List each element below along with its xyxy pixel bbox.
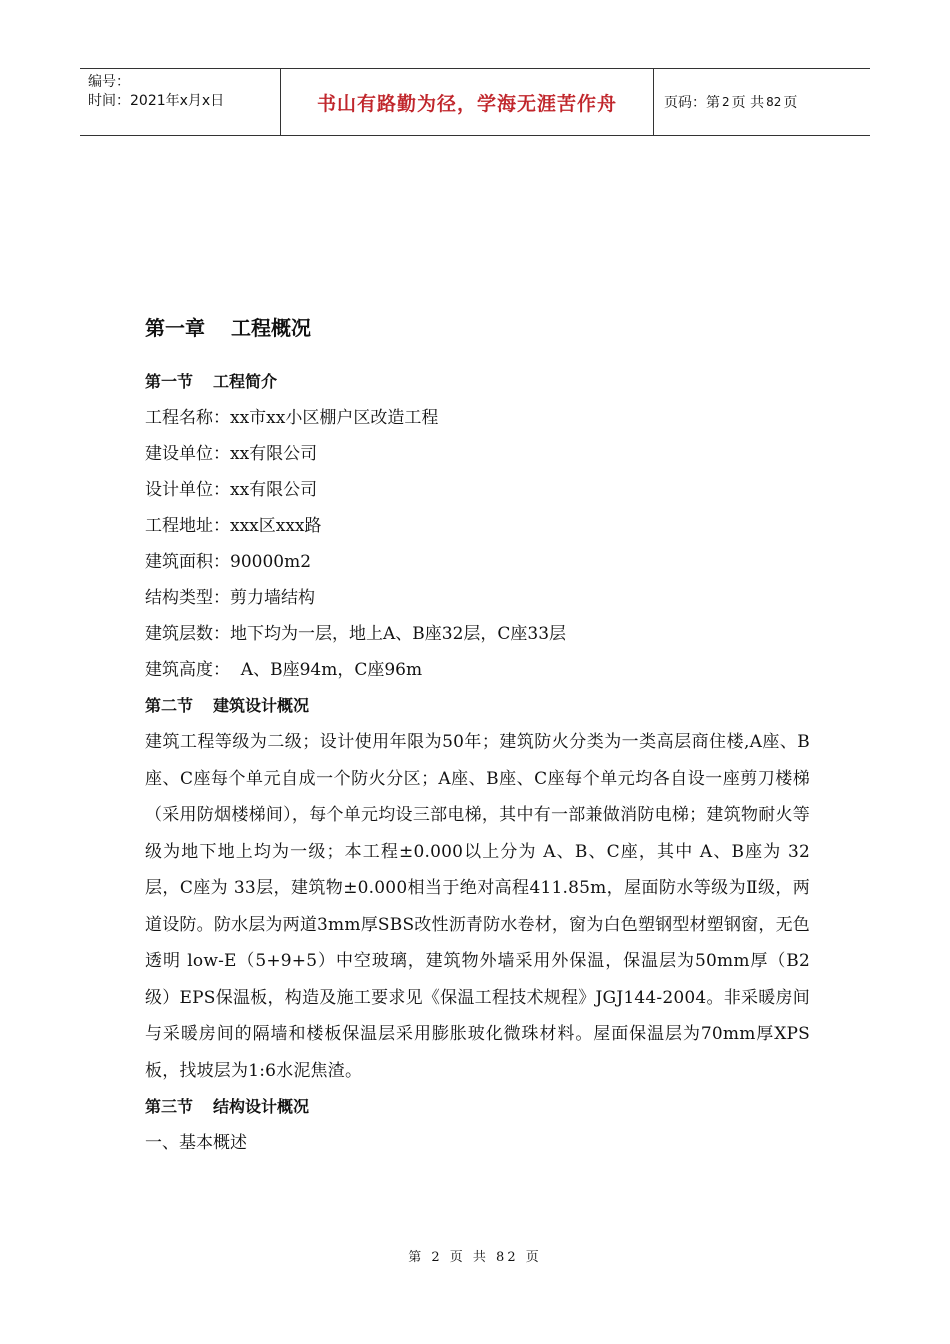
structure-line: 结构类型：剪力墙结构: [145, 588, 315, 608]
section2-title: 建筑设计概况: [213, 696, 310, 715]
page-prefix: 页码：第: [664, 95, 720, 111]
basic-overview-heading: 一、基本概述: [145, 1133, 247, 1153]
chapter-number: 第一章: [145, 316, 205, 340]
section3-number: 第三节: [145, 1097, 194, 1116]
page-suffix: 页: [783, 95, 798, 111]
header-motto-cell: [281, 69, 654, 135]
section3-heading: [145, 1089, 810, 1125]
chapter-title: 工程概况: [231, 316, 311, 340]
motto-text: 书山有路勤为径，学海无涯苦作舟: [316, 92, 617, 115]
date-label: 时间：2021年x月x日: [88, 93, 225, 109]
floors-line: 建筑层数：地下均为一层，地上A、B座32层，C座33层: [145, 624, 567, 644]
page-current: 2: [722, 95, 730, 109]
area-line: 建筑面积：90000m2: [145, 552, 312, 572]
section2-number: 第二节: [145, 696, 194, 715]
page-total: 82: [766, 95, 782, 109]
project-name-line: 工程名称：xx市xx小区棚户区改造工程: [145, 408, 439, 428]
architecture-paragraph: 建筑工程等级为二级；设计使用年限为50年；建筑防火分类为一类高层商住楼,A座、B座、C座每个单元自成一个防火分区；A座、B座、C座每个单元均各自设一座剪刀楼梯（采用防烟楼梯间），每个单元均设三部电梯，其中有一部兼做消防电梯；建筑物耐火等级为地下地上均为一级；本工程±0.000以上分为 A、B、C座，其中 A、B座为 32层，C座为 33层，建筑物±0.000相当于绝对高程411.85m，屋面防水等级为Ⅱ级，两道设防。防水层为两道3mm厚SBS改性沥青防水卷材，窗为白色塑钢型材塑钢窗，无色透明 low-E（5+9+5）中空玻璃，建筑物外墙采用外保温，保温层为50mm厚（B2级）EPS保温板，构造及施工要求见《保温工程技术规程》JGJ144-2004。非采暖房间与采暖房间的隔墙和楼板保温层采用膨胀玻化微珠材料。屋面保温层为70mm厚XPS板，找坡层为1:6水泥焦渣。: [145, 732, 810, 1081]
section1-heading: [145, 364, 810, 400]
owner-line: 建设单位：xx有限公司: [145, 444, 318, 464]
designer-line: 设计单位：xx有限公司: [145, 480, 318, 500]
height-line: 建筑高度： A、B座94m，C座96m: [145, 660, 423, 680]
page-footer: 第 2 页 共 82 页: [408, 1250, 542, 1265]
section1-number: 第一节: [145, 372, 194, 391]
chapter-heading: [145, 310, 810, 346]
number-label: 编号：: [88, 74, 130, 90]
section3-title: 结构设计概况: [213, 1097, 310, 1116]
header-meta-cell: [80, 69, 281, 135]
header-page-cell: [654, 69, 870, 135]
page-header: [80, 68, 870, 136]
address-line: 工程地址：xxx区xxx路: [145, 516, 322, 536]
page-mid: 页 共: [731, 95, 765, 111]
section1-title: 工程简介: [213, 372, 278, 391]
section2-heading: [145, 688, 810, 724]
document-body: [145, 310, 810, 1161]
